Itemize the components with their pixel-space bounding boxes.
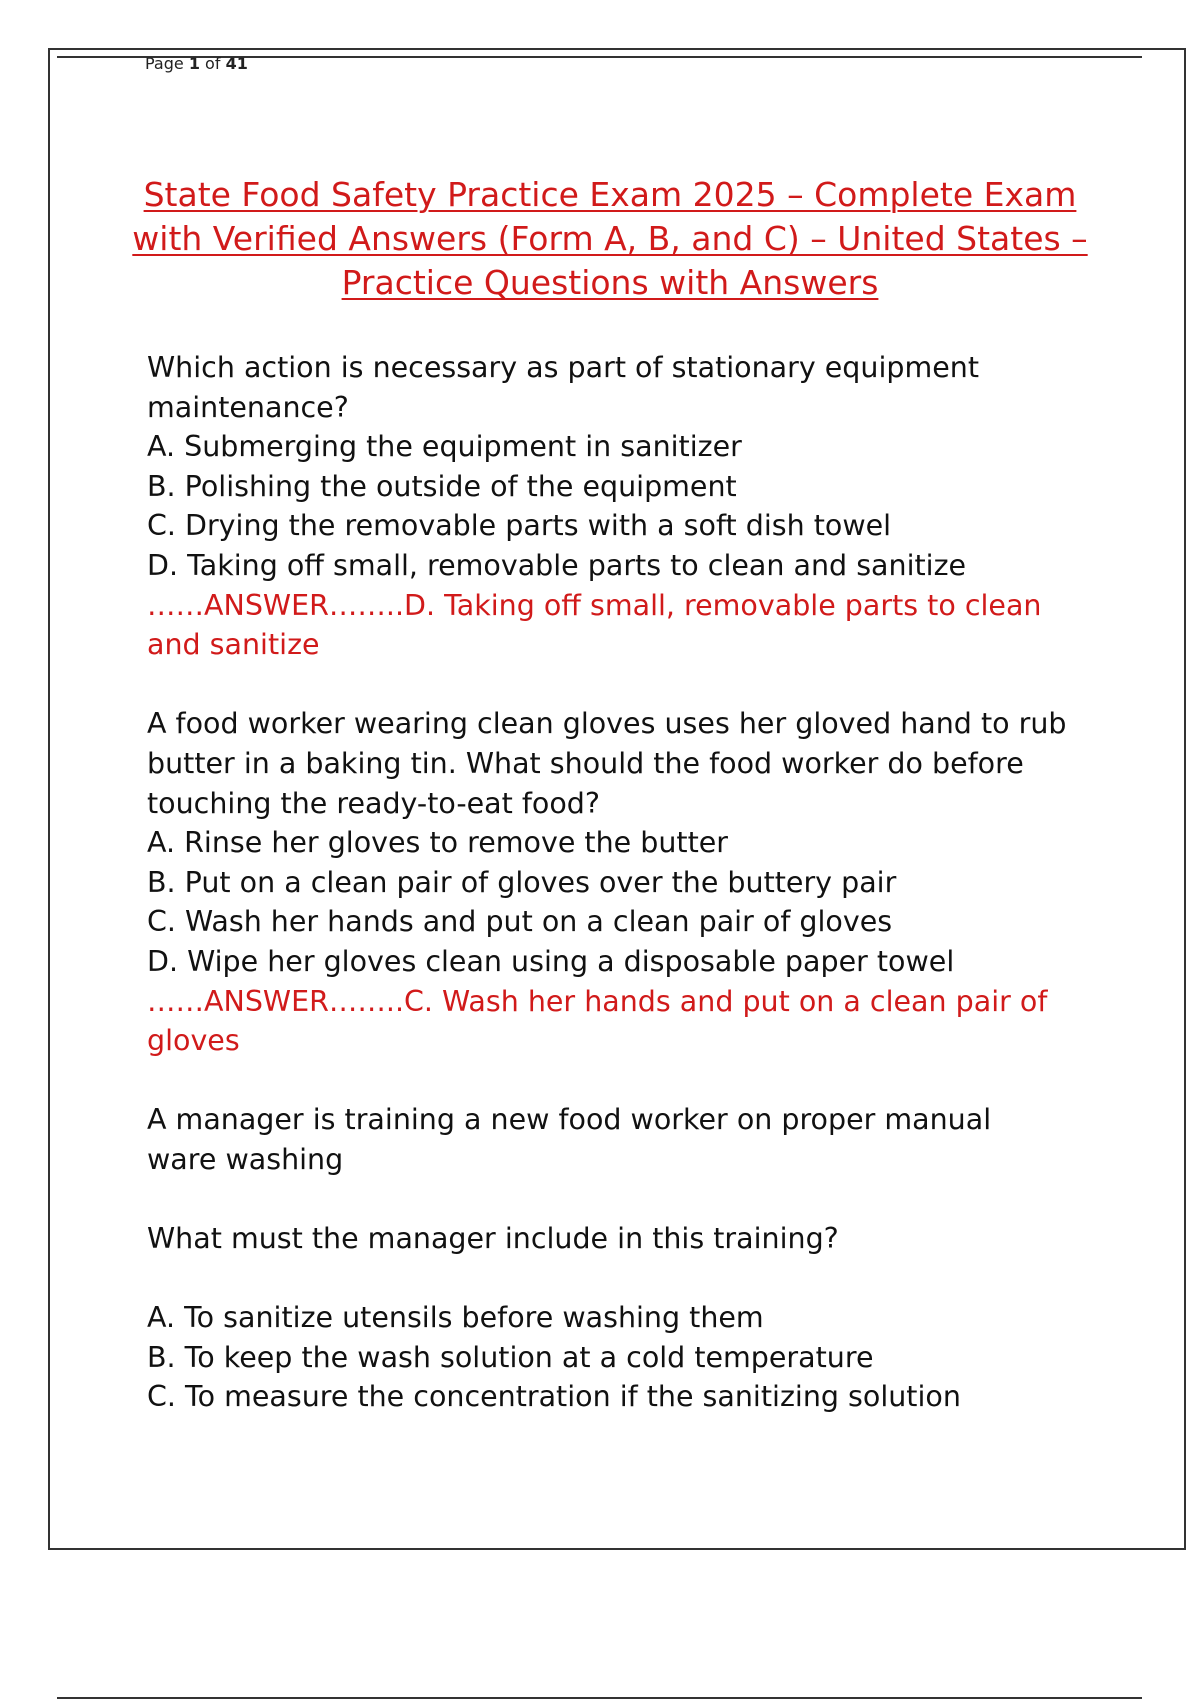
question-text: maintenance? [147, 390, 349, 424]
option-a: A. Rinse her gloves to remove the butter [147, 826, 729, 860]
answer-text: ……ANSWER……..D. Taking off small, removable parts to clean [147, 588, 1042, 622]
question-block-2 [147, 704, 1097, 1060]
question-text: A food worker wearing clean gloves uses her gloved hand to rub [147, 707, 1067, 741]
option-a: A. To sanitize utensils before washing them [147, 1301, 764, 1335]
question-block-3-prompt [147, 1219, 1097, 1259]
questions-content [147, 348, 1097, 1457]
question-block-3-intro [147, 1100, 1097, 1179]
document-title [130, 173, 1090, 305]
option-b: B. Put on a clean pair of gloves over the buttery pair [147, 865, 897, 899]
question-intro: A manager is training a new food worker on proper manual [147, 1103, 992, 1137]
option-a: A. Submerging the equipment in sanitizer [147, 430, 742, 464]
option-d: D. Taking off small, removable parts to clean and sanitize [147, 548, 967, 582]
question-intro: ware washing [147, 1142, 344, 1176]
page-current: 1 [188, 54, 200, 73]
question-text: butter in a baking tin. What should the food worker do before [147, 746, 1024, 780]
page-total: 41 [225, 54, 248, 73]
option-c: C. Wash her hands and put on a clean pair of gloves [147, 905, 893, 939]
footer-rule [57, 1697, 1142, 1699]
title-line: State Food Safety Practice Exam 2025 – Complete Exam [143, 175, 1077, 214]
option-c: C. To measure the concentration if the sanitizing solution [147, 1380, 961, 1414]
option-d: D. Wipe her gloves clean using a disposable paper towel [147, 944, 955, 978]
answer-text: and sanitize [147, 628, 320, 662]
question-block-1 [147, 348, 1097, 665]
question-block-3-options [147, 1298, 1097, 1417]
option-c: C. Drying the removable parts with a soft dish towel [147, 509, 892, 543]
page-number-label: Page 1 of 41 [145, 54, 248, 73]
title-line: Practice Questions with Answers [341, 263, 879, 302]
answer-text: ……ANSWER……..C. Wash her hands and put on a clean pair of [147, 984, 1048, 1018]
question-text: touching the ready-to-eat food? [147, 786, 600, 820]
answer-text: gloves [147, 1024, 240, 1058]
option-b: B. To keep the wash solution at a cold temperature [147, 1340, 874, 1374]
question-text: What must the manager include in this training? [147, 1222, 839, 1256]
option-b: B. Polishing the outside of the equipment [147, 469, 737, 503]
title-line: with Verified Answers (Form A, B, and C) – United States – [132, 219, 1088, 258]
question-text: Which action is necessary as part of stationary equipment [147, 351, 979, 384]
